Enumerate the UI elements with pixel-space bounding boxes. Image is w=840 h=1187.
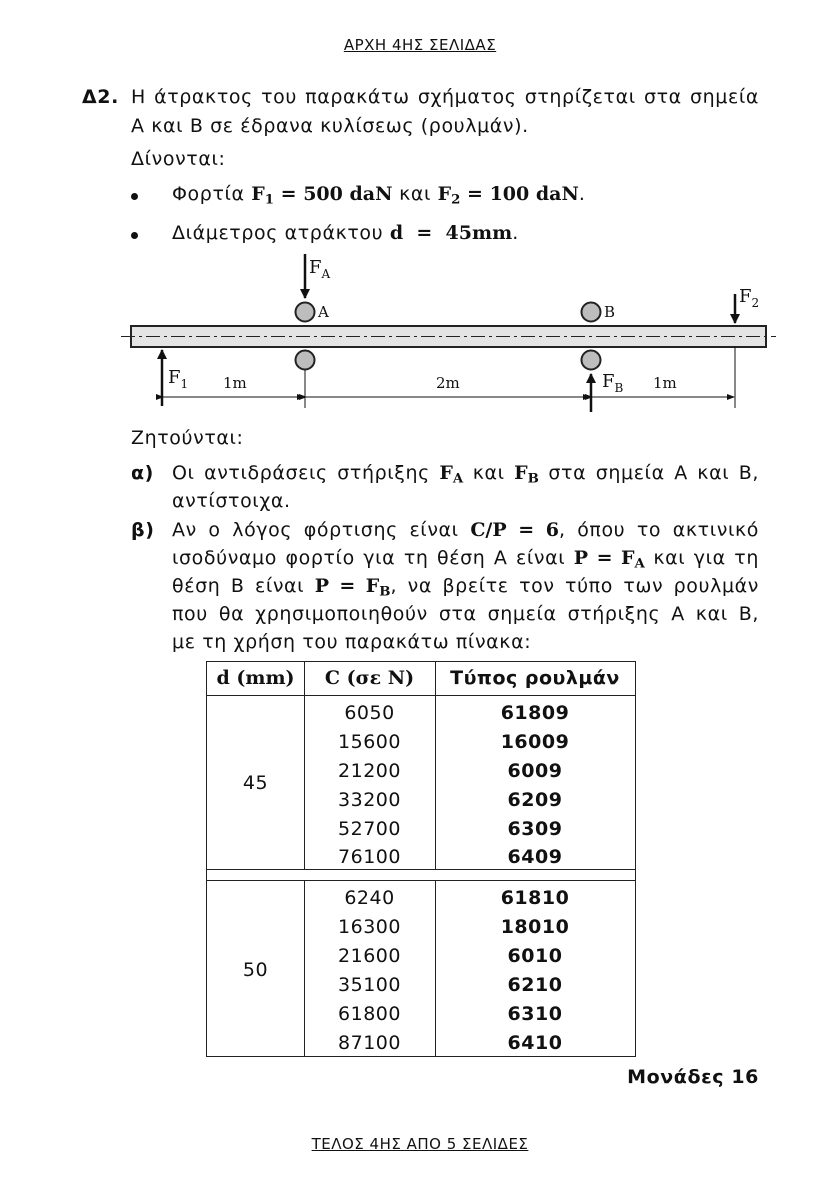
part-a-label: α) (131, 462, 154, 484)
given-diameter (172, 222, 519, 244)
problem-number: Δ2. (82, 86, 119, 108)
bearing-type-cell: 6310 (507, 1003, 563, 1025)
marks: Μονάδες 16 (627, 1066, 759, 1088)
given-label: Δίνονται: (131, 148, 226, 170)
part-a-line-1 (172, 462, 760, 487)
part-b-text: Αν ο λόγος φόρτισης είναι (172, 519, 471, 541)
part-b-text: ισοδύναμο φορτίο για τη θέση Α είναι (172, 547, 574, 569)
part-b-line-1 (172, 519, 759, 541)
dim-label-3: 1m (653, 374, 677, 392)
required-label: Ζητούνται: (131, 427, 244, 449)
table-group-rule-top (207, 869, 635, 870)
given-loads (172, 183, 586, 208)
fb-sub: B (379, 584, 391, 600)
part-b-line-5: με τη χρήση του παρακάτω πίνακα: (172, 631, 532, 653)
capacity-cell: 21600 (338, 945, 401, 967)
bearing-type-cell: 6210 (507, 974, 563, 996)
fa-sub: A (634, 556, 645, 572)
ratio-value: C/P = 6 (470, 519, 559, 541)
capacity-cell: 15600 (338, 731, 401, 753)
part-b-line-3 (172, 575, 759, 600)
bullet (131, 232, 138, 239)
f2-label: F (739, 286, 752, 307)
capacity-cell: 76100 (338, 846, 401, 868)
bearing-type-cell: 6209 (507, 789, 563, 811)
fa-label-sub: A (321, 267, 331, 281)
header-diameter: d (mm) (216, 667, 295, 689)
f1-value: = 500 daN (274, 183, 393, 205)
f2-sub: 2 (451, 192, 461, 208)
and-text: και (392, 183, 438, 205)
capacity-cell: 87100 (338, 1032, 401, 1054)
capacity-cell: 52700 (338, 818, 401, 840)
f2-value: = 100 daN (460, 183, 579, 205)
intro-line-1: Η άτρακτος του παρακάτω σχήματος στηρίζεται στα σημεία (131, 86, 759, 108)
capacity-cell: 21200 (338, 760, 401, 782)
page-header: ΑΡΧΗ 4ΗΣ ΣΕΛΙΔΑΣ (343, 36, 497, 54)
diameter-value: d = 45mm (389, 222, 513, 244)
svg-text:F2 (739, 286, 759, 310)
part-b-text-end: , να βρείτε τον τύπο των ρουλμάν (390, 575, 759, 597)
capacity-cell: 33200 (338, 789, 401, 811)
capacity-cell: 61800 (338, 1003, 401, 1025)
bullet (131, 193, 138, 200)
intro-line-2: Α και Β σε έδρανα κυλίσεως (ρουλμάν). (131, 115, 529, 137)
fa-sub: A (452, 471, 464, 487)
shaft-figure (0, 250, 840, 415)
bearing-type-cell: 16009 (500, 731, 570, 753)
part-b-line-2 (172, 547, 759, 572)
bearing-type-cell: 18010 (500, 916, 570, 938)
part-b-line-4: που θα χρησιμοποιηθούν στα σημεία στήριξης Α και Β, (172, 603, 759, 625)
part-a-text: Οι αντιδράσεις στήριξης (172, 462, 440, 484)
period: . (578, 183, 586, 205)
f2-symbol: F (437, 183, 452, 205)
part-b-text-end: , όπου το ακτινικό (558, 519, 759, 541)
fa-symbol: F (439, 462, 453, 484)
label-a: A (318, 303, 329, 321)
fb-label-sub: B (614, 381, 624, 395)
f1-label: F (168, 367, 181, 388)
part-b-label: β) (131, 519, 155, 541)
bearing-table (206, 661, 636, 1057)
capacity-cell: 6050 (344, 702, 395, 724)
f1-sub: 1 (264, 192, 275, 208)
dim-label-2: 2m (436, 374, 460, 392)
given-loads-text: Φορτία (172, 183, 252, 205)
bearing-type-cell: 6009 (507, 760, 563, 782)
diameter-text: Διάμετρος ατράκτου (172, 222, 390, 244)
bearing-type-cell: 6309 (507, 818, 563, 840)
bearing-b-bottom (582, 351, 601, 370)
bearing-type-cell: 61810 (500, 887, 570, 909)
fb-label: F (602, 371, 615, 392)
capacity-cell: 6240 (344, 887, 395, 909)
part-b-text: θέση Β είναι (172, 575, 315, 597)
part-a-line-2: αντίστοιχα. (172, 490, 291, 512)
bearing-b-top (582, 303, 601, 322)
capacity-cell: 16300 (338, 916, 401, 938)
dim-label-1: 1m (223, 374, 247, 392)
diameter-cell: 45 (242, 772, 269, 794)
fb-symbol: F (514, 462, 528, 484)
f2-label-sub: 2 (751, 296, 760, 310)
svg-text:FA (309, 257, 331, 281)
f1-symbol: F (251, 183, 265, 205)
bearing-a-top (296, 303, 315, 322)
header-bearing-type: Τύπος ρουλμάν (450, 667, 620, 689)
bearing-type-cell: 6010 (507, 945, 563, 967)
diameter-cell: 50 (242, 959, 269, 981)
table-group-rule-bottom (207, 880, 635, 881)
header-capacity: C (σε N) (324, 667, 415, 689)
fa-label: F (309, 257, 322, 278)
bearing-a-bottom (296, 351, 315, 370)
table-header-rule (207, 695, 635, 696)
part-b-text-end: και για τη (644, 547, 759, 569)
svg-text:FB (602, 371, 624, 395)
label-b: B (604, 303, 616, 321)
svg-text:F1 (168, 367, 188, 391)
and-text: και (463, 462, 515, 484)
bearing-type-cell: 6410 (507, 1032, 563, 1054)
p-equals-fb: P = F (314, 575, 380, 597)
bearing-type-cell: 6409 (507, 846, 563, 868)
page-footer: ΤΕΛΟΣ 4ΗΣ ΑΠΟ 5 ΣΕΛΙΔΕΣ (311, 1135, 529, 1153)
part-a-text-end: στα σημεία Α και Β, (538, 462, 760, 484)
fb-sub: B (527, 471, 539, 487)
bearing-type-cell: 61809 (500, 702, 570, 724)
period: . (512, 222, 519, 244)
capacity-cell: 35100 (338, 974, 401, 996)
f1-label-sub: 1 (180, 377, 189, 391)
p-equals-fa: P = F (573, 547, 635, 569)
